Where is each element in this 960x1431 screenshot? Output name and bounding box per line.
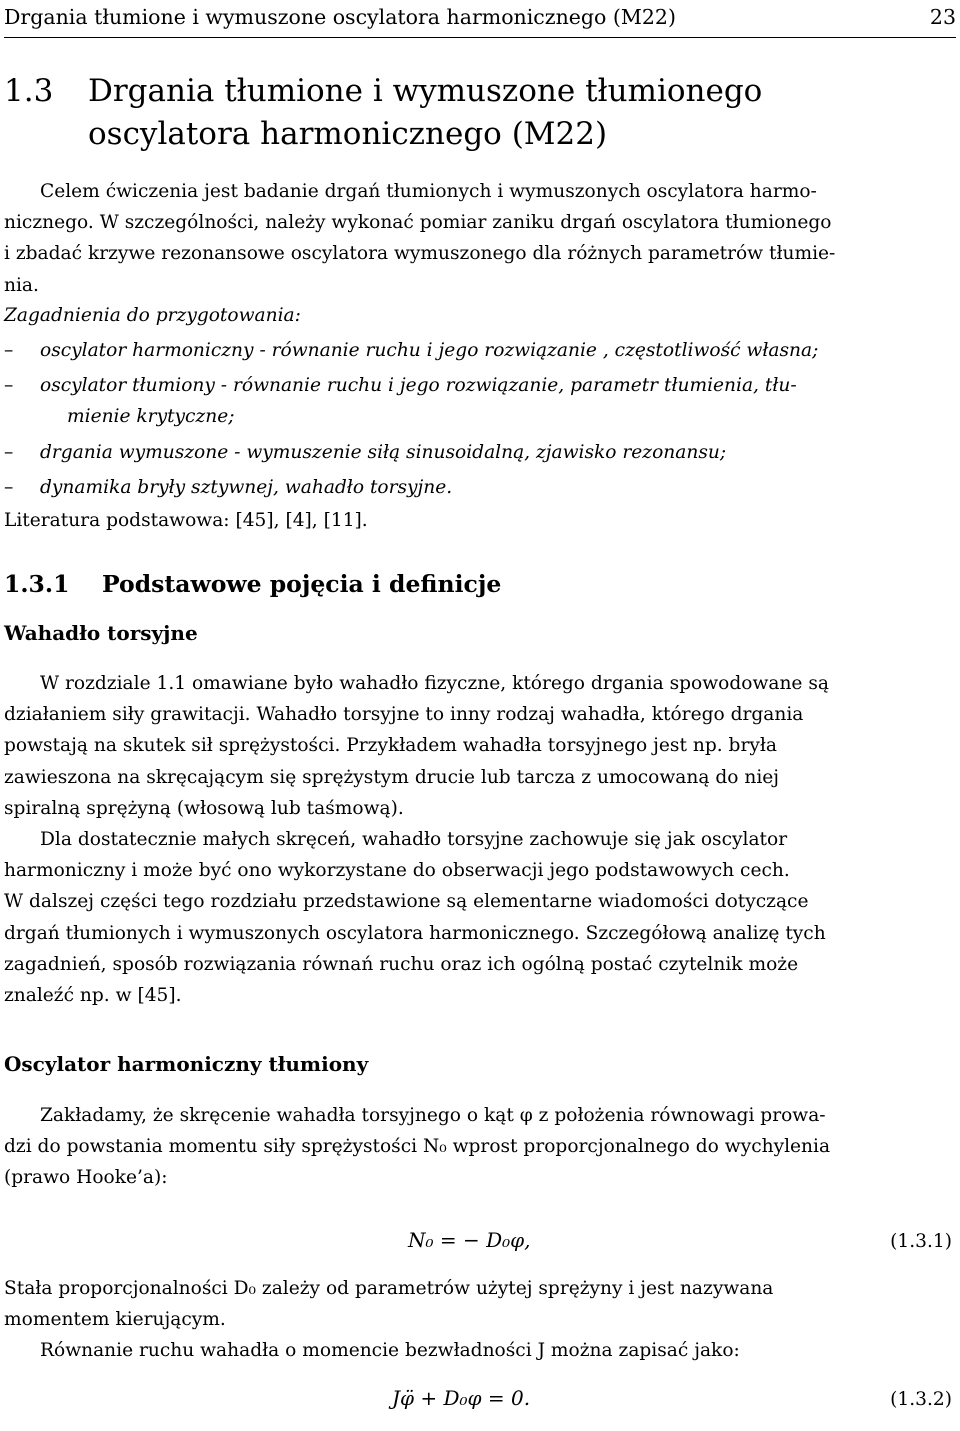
body-line: zawieszona na skręcającym się sprężystym drucie lub tarcza z umocowaną do niej <box>4 766 780 788</box>
topic-item: – oscylator harmoniczny - równanie ruchu i jego rozwiązanie , częstotliwość własna; <box>4 340 819 361</box>
intro-line: nia. <box>4 274 39 296</box>
equation-1-3-1: N₀ = − D₀φ, <box>408 1228 531 1252</box>
body-line: W rozdziale 1.1 omawiane było wahadło fizyczne, którego drgania spowodowane są <box>40 673 829 694</box>
body-line: spiralną sprężyną (włosową lub taśmową). <box>4 797 404 819</box>
body-line: drgań tłumionych i wymuszonych oscylatora harmonicznego. Szczegółową analizę tych <box>4 922 826 944</box>
body-line: W dalszej części tego rozdziału przedstawione są elementarne wiadomości dotyczące <box>4 891 809 913</box>
damped-paragraph <box>4 1100 956 1194</box>
topics-heading: Zagadnienia do przygotowania: <box>4 305 301 326</box>
body-line: momentem kierującym. <box>4 1309 226 1331</box>
section-title-line-2: oscylatora harmonicznego (M22) <box>88 116 608 152</box>
equation-number: (1.3.2) <box>890 1389 952 1410</box>
constant-paragraph <box>4 1273 956 1367</box>
equation-1-3-2: Jφ̈ + D₀φ = 0. <box>392 1386 531 1410</box>
body-line: dzi do powstania momentu siły sprężystości N₀ wprost proporcjonalnego do wychylenia <box>4 1136 831 1158</box>
topic-text: oscylator harmoniczny - równanie ruchu i jego rozwiązanie , częstotliwość własna; <box>40 340 819 361</box>
topic-item-continued <box>67 401 956 432</box>
intro-paragraph <box>4 176 956 301</box>
topic-item: – drgania wymuszone - wymuszenie siłą sinusoidalną, zjawisko rezonansu; <box>4 442 727 463</box>
body-line: zagadnień, sposób rozwiązania równań ruchu oraz ich ogólną postać czytelnik może <box>4 953 799 975</box>
literature-line: Literatura podstawowa: [45], [4], [11]. <box>4 510 368 531</box>
header-rule <box>4 37 956 38</box>
section-title <box>4 70 762 156</box>
body-line: znaleźć np. w [45]. <box>4 985 182 1007</box>
body-line: Dla dostatecznie małych skręceń, wahadło torsyjne zachowuje się jak oscylator <box>40 829 788 851</box>
body-line: Stała proporcjonalności D₀ zależy od parametrów użytej sprężyny i jest nazywana <box>4 1278 774 1299</box>
body-line: Zakładamy, że skręcenie wahadła torsyjnego o kąt φ z położenia równowagi prowa- <box>40 1105 826 1126</box>
header-title: Drgania tłumione i wymuszone oscylatora harmonicznego (M22) <box>4 5 676 29</box>
damped-heading: Oscylator harmoniczny tłumiony <box>4 1052 369 1076</box>
topic-text: oscylator tłumiony - równanie ruchu i jego rozwiązanie, parametr tłumienia, tłu- <box>40 375 797 396</box>
body-line: Równanie ruchu wahadła o momencie bezwładności J można zapisać jako: <box>40 1340 740 1362</box>
topic-text: drgania wymuszone - wymuszenie siłą sinusoidalną, zjawisko rezonansu; <box>40 442 727 463</box>
torsion-paragraph <box>4 668 956 1011</box>
topic-item: – dynamika bryły sztywnej, wahadło torsyjne. <box>4 477 453 498</box>
subsection-title <box>4 570 501 598</box>
section-number: 1.3 <box>4 73 54 109</box>
intro-line: i zbadać krzywe rezonansowe oscylatora wymuszonego dla różnych parametrów tłumie- <box>4 243 836 265</box>
running-header <box>4 5 956 35</box>
body-line: powstają na skutek sił sprężystości. Przykładem wahadła torsyjnego jest np. bryła <box>4 735 777 757</box>
equation-number: (1.3.1) <box>890 1231 952 1252</box>
topic-text: dynamika bryły sztywnej, wahadło torsyjne. <box>40 477 453 498</box>
topic-item: – oscylator tłumiony - równanie ruchu i jego rozwiązanie, parametr tłumienia, tłu- <box>4 375 797 396</box>
torsion-heading: Wahadło torsyjne <box>4 621 198 645</box>
body-line: (prawo Hooke’a): <box>4 1167 168 1189</box>
body-line: harmoniczny i może być ono wykorzystane do obserwacji jego podstawowych cech. <box>4 860 790 882</box>
subsection-number: 1.3.1 <box>4 570 70 598</box>
intro-line: Celem ćwiczenia jest badanie drgań tłumionych i wymuszonych oscylatora harmo- <box>40 181 817 202</box>
section-title-line-1: Drgania tłumione i wymuszone tłumionego <box>88 73 763 109</box>
page-number: 23 <box>929 5 956 29</box>
body-line: działaniem siły grawitacji. Wahadło torsyjne to inny rodzaj wahadła, którego drgania <box>4 704 804 726</box>
topic-text: mienie krytyczne; <box>67 406 235 427</box>
subsection-title-text: Podstawowe pojęcia i definicje <box>102 570 502 598</box>
intro-line: nicznego. W szczególności, należy wykonać pomiar zaniku drgań oscylatora tłumionego <box>4 212 832 234</box>
